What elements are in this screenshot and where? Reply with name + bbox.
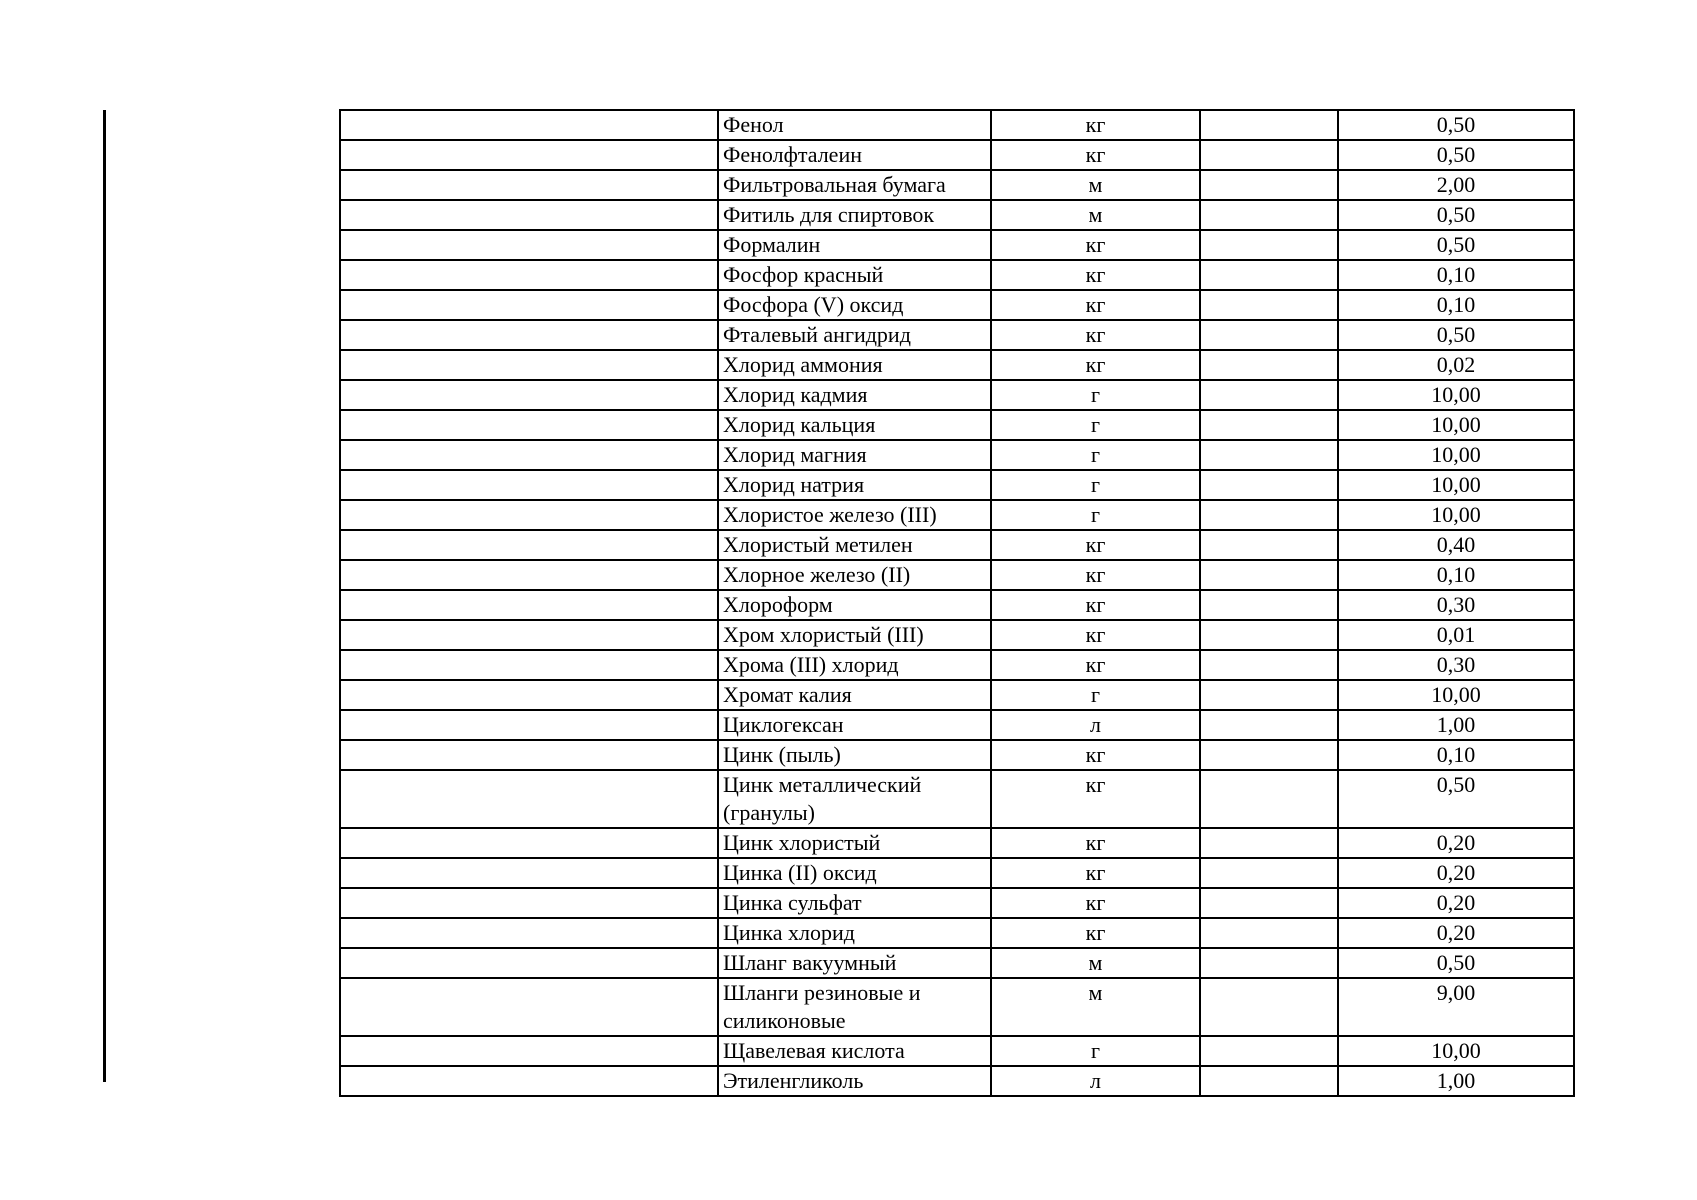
quantity-cell: 0,30 <box>1338 590 1574 620</box>
empty-cell <box>340 1036 718 1066</box>
empty-cell <box>1200 828 1338 858</box>
empty-cell <box>1200 350 1338 380</box>
item-name-cell: Цинка сульфат <box>718 888 991 918</box>
reagents-table-body <box>340 110 1574 1096</box>
item-name-cell: Хлорное железо (II) <box>718 560 991 590</box>
empty-cell <box>340 620 718 650</box>
unit-cell: кг <box>991 888 1200 918</box>
empty-cell <box>1200 620 1338 650</box>
empty-cell <box>340 978 718 1036</box>
table-row <box>340 140 1574 170</box>
unit-cell: л <box>991 710 1200 740</box>
empty-cell <box>340 320 718 350</box>
empty-cell <box>1200 740 1338 770</box>
empty-cell <box>1200 470 1338 500</box>
unit-cell: г <box>991 380 1200 410</box>
item-name-cell: Цинк (пыль) <box>718 740 991 770</box>
unit-cell: м <box>991 200 1200 230</box>
empty-cell <box>340 948 718 978</box>
quantity-cell: 0,40 <box>1338 530 1574 560</box>
unit-cell: г <box>991 440 1200 470</box>
quantity-cell: 0,50 <box>1338 200 1574 230</box>
table-row <box>340 260 1574 290</box>
empty-cell <box>1200 710 1338 740</box>
unit-cell: кг <box>991 260 1200 290</box>
item-name-cell: Хрома (III) хлорид <box>718 650 991 680</box>
item-name-cell: Фитиль для спиртовок <box>718 200 991 230</box>
unit-cell: кг <box>991 590 1200 620</box>
reagents-table <box>339 109 1575 1097</box>
unit-cell: кг <box>991 620 1200 650</box>
unit-cell: м <box>991 170 1200 200</box>
unit-cell: м <box>991 948 1200 978</box>
item-name-cell: Хлорид кадмия <box>718 380 991 410</box>
unit-cell: кг <box>991 230 1200 260</box>
empty-cell <box>1200 200 1338 230</box>
unit-cell: кг <box>991 530 1200 560</box>
empty-cell <box>1200 1036 1338 1066</box>
table-row <box>340 320 1574 350</box>
table-row <box>340 440 1574 470</box>
table-row <box>340 770 1574 828</box>
unit-cell: кг <box>991 290 1200 320</box>
empty-cell <box>340 200 718 230</box>
empty-cell <box>340 290 718 320</box>
empty-cell <box>340 650 718 680</box>
quantity-cell: 0,10 <box>1338 290 1574 320</box>
empty-cell <box>340 470 718 500</box>
table-row <box>340 680 1574 710</box>
empty-cell <box>340 918 718 948</box>
quantity-cell: 0,02 <box>1338 350 1574 380</box>
empty-cell <box>340 828 718 858</box>
empty-cell <box>1200 530 1338 560</box>
table-row <box>340 380 1574 410</box>
empty-cell <box>340 140 718 170</box>
item-name-cell: Хлористое железо (III) <box>718 500 991 530</box>
item-name-cell: Формалин <box>718 230 991 260</box>
quantity-cell: 0,50 <box>1338 770 1574 828</box>
quantity-cell: 10,00 <box>1338 1036 1574 1066</box>
empty-cell <box>1200 948 1338 978</box>
quantity-cell: 2,00 <box>1338 170 1574 200</box>
table-row <box>340 110 1574 140</box>
quantity-cell: 1,00 <box>1338 710 1574 740</box>
item-name-cell: Шланг вакуумный <box>718 948 991 978</box>
quantity-cell: 0,10 <box>1338 740 1574 770</box>
quantity-cell: 0,20 <box>1338 828 1574 858</box>
item-name-cell: Цинка (II) оксид <box>718 858 991 888</box>
item-name-cell: Щавелевая кислота <box>718 1036 991 1066</box>
table-row <box>340 978 1574 1036</box>
empty-cell <box>1200 1066 1338 1096</box>
quantity-cell: 10,00 <box>1338 380 1574 410</box>
empty-cell <box>1200 500 1338 530</box>
table-row <box>340 918 1574 948</box>
empty-cell <box>1200 590 1338 620</box>
item-name-cell: Хлороформ <box>718 590 991 620</box>
item-name-cell: Цинк металлический (гранулы) <box>718 770 991 828</box>
table-row <box>340 410 1574 440</box>
item-name-cell: Фенолфталеин <box>718 140 991 170</box>
table-row <box>340 470 1574 500</box>
empty-cell <box>1200 230 1338 260</box>
table-row <box>340 948 1574 978</box>
empty-cell <box>340 680 718 710</box>
quantity-cell: 9,00 <box>1338 978 1574 1036</box>
item-name-cell: Хром хлористый (III) <box>718 620 991 650</box>
empty-cell <box>1200 320 1338 350</box>
table-row <box>340 828 1574 858</box>
unit-cell: г <box>991 500 1200 530</box>
table-row <box>340 350 1574 380</box>
item-name-cell: Циклогексан <box>718 710 991 740</box>
empty-cell <box>1200 978 1338 1036</box>
unit-cell: г <box>991 1036 1200 1066</box>
unit-cell: г <box>991 680 1200 710</box>
quantity-cell: 0,50 <box>1338 320 1574 350</box>
table-row <box>340 620 1574 650</box>
item-name-cell: Цинк хлористый <box>718 828 991 858</box>
quantity-cell: 1,00 <box>1338 1066 1574 1096</box>
quantity-cell: 0,50 <box>1338 110 1574 140</box>
quantity-cell: 0,20 <box>1338 858 1574 888</box>
empty-cell <box>340 710 718 740</box>
empty-cell <box>1200 290 1338 320</box>
unit-cell: кг <box>991 560 1200 590</box>
item-name-cell: Фосфора (V) оксид <box>718 290 991 320</box>
quantity-cell: 10,00 <box>1338 410 1574 440</box>
empty-cell <box>1200 858 1338 888</box>
table-row <box>340 290 1574 320</box>
unit-cell: кг <box>991 350 1200 380</box>
item-name-cell: Хлорид аммония <box>718 350 991 380</box>
empty-cell <box>1200 170 1338 200</box>
unit-cell: г <box>991 470 1200 500</box>
empty-cell <box>1200 260 1338 290</box>
empty-cell <box>340 1066 718 1096</box>
unit-cell: г <box>991 410 1200 440</box>
empty-cell <box>340 500 718 530</box>
table-row <box>340 200 1574 230</box>
item-name-cell: Фильтровальная бумага <box>718 170 991 200</box>
empty-cell <box>340 530 718 560</box>
unit-cell: кг <box>991 650 1200 680</box>
table-row <box>340 858 1574 888</box>
empty-cell <box>1200 680 1338 710</box>
empty-cell <box>340 380 718 410</box>
unit-cell: кг <box>991 828 1200 858</box>
empty-cell <box>340 590 718 620</box>
empty-cell <box>340 858 718 888</box>
table-row <box>340 530 1574 560</box>
table-row <box>340 710 1574 740</box>
item-name-cell: Хлорид магния <box>718 440 991 470</box>
empty-cell <box>1200 888 1338 918</box>
empty-cell <box>1200 918 1338 948</box>
table-row <box>340 740 1574 770</box>
unit-cell: кг <box>991 858 1200 888</box>
item-name-cell: Шланги резиновые и силиконовые <box>718 978 991 1036</box>
quantity-cell: 0,10 <box>1338 260 1574 290</box>
item-name-cell: Хромат калия <box>718 680 991 710</box>
empty-cell <box>340 230 718 260</box>
empty-cell <box>340 410 718 440</box>
empty-cell <box>340 170 718 200</box>
unit-cell: кг <box>991 140 1200 170</box>
item-name-cell: Фосфор красный <box>718 260 991 290</box>
empty-cell <box>340 350 718 380</box>
item-name-cell: Хлорид натрия <box>718 470 991 500</box>
unit-cell: м <box>991 978 1200 1036</box>
unit-cell: кг <box>991 740 1200 770</box>
empty-cell <box>340 888 718 918</box>
unit-cell: л <box>991 1066 1200 1096</box>
empty-cell <box>1200 440 1338 470</box>
quantity-cell: 10,00 <box>1338 500 1574 530</box>
quantity-cell: 0,20 <box>1338 918 1574 948</box>
item-name-cell: Фенол <box>718 110 991 140</box>
quantity-cell: 0,01 <box>1338 620 1574 650</box>
item-name-cell: Хлористый метилен <box>718 530 991 560</box>
quantity-cell: 0,50 <box>1338 140 1574 170</box>
table-row <box>340 500 1574 530</box>
empty-cell <box>1200 650 1338 680</box>
empty-cell <box>1200 560 1338 590</box>
unit-cell: кг <box>991 320 1200 350</box>
quantity-cell: 10,00 <box>1338 440 1574 470</box>
quantity-cell: 0,30 <box>1338 650 1574 680</box>
page-margin-rule <box>103 110 106 1082</box>
table-row <box>340 888 1574 918</box>
empty-cell <box>340 560 718 590</box>
empty-cell <box>340 770 718 828</box>
unit-cell: кг <box>991 110 1200 140</box>
quantity-cell: 0,50 <box>1338 230 1574 260</box>
empty-cell <box>340 440 718 470</box>
table-row <box>340 230 1574 260</box>
quantity-cell: 0,50 <box>1338 948 1574 978</box>
empty-cell <box>1200 110 1338 140</box>
quantity-cell: 10,00 <box>1338 680 1574 710</box>
empty-cell <box>1200 770 1338 828</box>
table-row <box>340 590 1574 620</box>
table-row <box>340 1036 1574 1066</box>
empty-cell <box>1200 410 1338 440</box>
item-name-cell: Хлорид кальция <box>718 410 991 440</box>
empty-cell <box>1200 140 1338 170</box>
unit-cell: кг <box>991 770 1200 828</box>
table-row <box>340 560 1574 590</box>
unit-cell: кг <box>991 918 1200 948</box>
table-row <box>340 650 1574 680</box>
empty-cell <box>340 260 718 290</box>
quantity-cell: 10,00 <box>1338 470 1574 500</box>
quantity-cell: 0,10 <box>1338 560 1574 590</box>
quantity-cell: 0,20 <box>1338 888 1574 918</box>
empty-cell <box>1200 380 1338 410</box>
table-row <box>340 170 1574 200</box>
table-row <box>340 1066 1574 1096</box>
empty-cell <box>340 740 718 770</box>
empty-cell <box>340 110 718 140</box>
item-name-cell: Цинка хлорид <box>718 918 991 948</box>
item-name-cell: Этиленгликоль <box>718 1066 991 1096</box>
item-name-cell: Фталевый ангидрид <box>718 320 991 350</box>
